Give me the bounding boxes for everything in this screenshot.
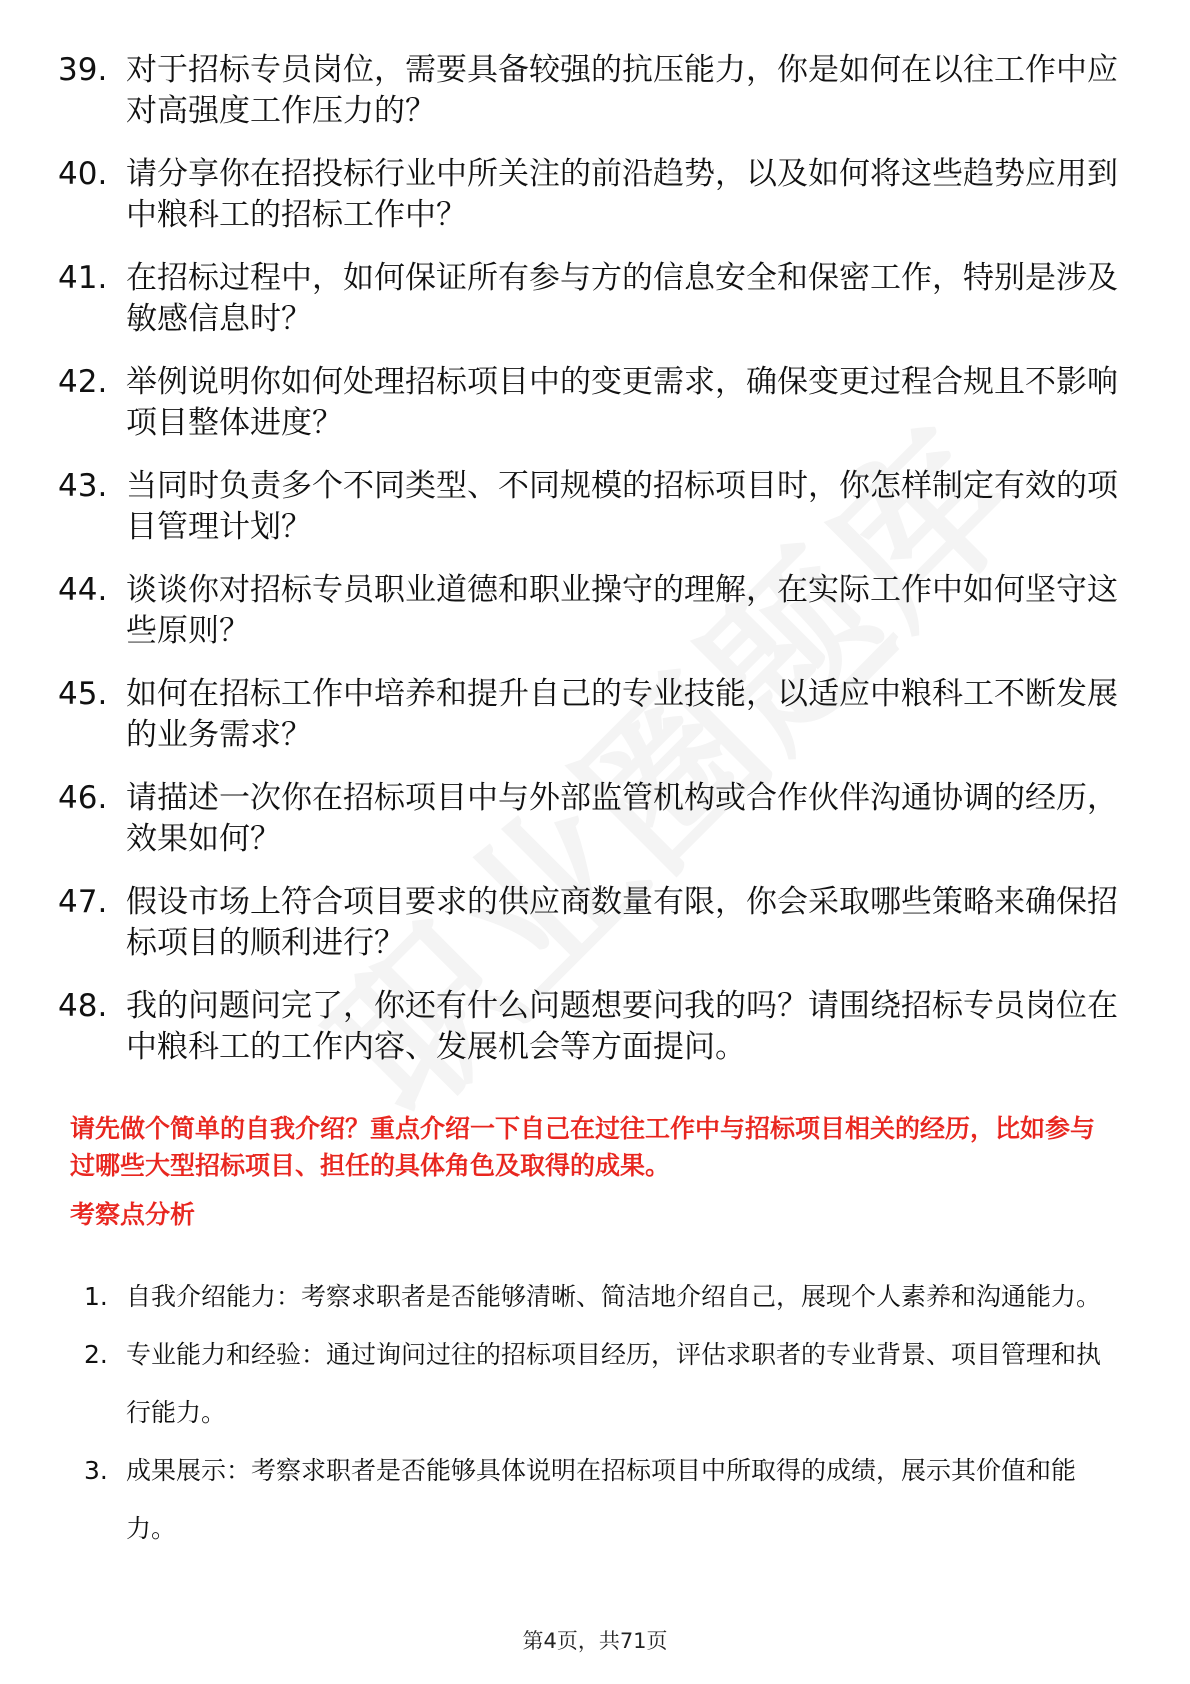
analysis-number: 2. (84, 1340, 108, 1369)
question-text: 假设市场上符合项目要求的供应商数量有限，你会采取哪些策略来确保招标项目的顺利进行？ (126, 884, 1118, 961)
question-text: 请描述一次你在招标项目中与外部监管机构或合作伙伴沟通协调的经历，效果如何？ (126, 780, 1118, 857)
analysis-number: 1. (84, 1282, 108, 1311)
question-text: 对于招标专员岗位，需要具备较强的抗压能力，你是如何在以往工作中应对高强度工作压力的？ (126, 52, 1118, 129)
question-text: 请分享你在招投标行业中所关注的前沿趋势，以及如何将这些趋势应用到中粮科工的招标工作中？ (126, 156, 1118, 233)
question-item (58, 882, 1118, 964)
question-item (58, 778, 1118, 860)
question-number: 40. (58, 156, 108, 192)
question-number: 45. (58, 676, 108, 712)
question-number: 48. (58, 988, 108, 1024)
question-text: 谈谈你对招标专员职业道德和职业操守的理解，在实际工作中如何坚守这些原则？ (126, 572, 1118, 649)
question-item (58, 362, 1118, 444)
question-text: 当同时负责多个不同类型、不同规模的招标项目时，你怎样制定有效的项目管理计划？ (126, 468, 1118, 545)
analysis-item (84, 1268, 1114, 1326)
question-text: 举例说明你如何处理招标项目中的变更需求，确保变更过程合规且不影响项目整体进度？ (126, 364, 1118, 441)
page-footer: 第4页，共71页 (522, 1629, 668, 1653)
analysis-number: 3. (84, 1456, 108, 1485)
question-item (58, 674, 1118, 756)
question-item (58, 570, 1118, 652)
question-text: 如何在招标工作中培养和提升自己的专业技能，以适应中粮科工不断发展的业务需求？ (126, 676, 1118, 753)
question-number: 39. (58, 52, 108, 88)
question-text: 我的问题问完了，你还有什么问题想要问我的吗？请围绕招标专员岗位在中粮科工的工作内容、发展机会等方面提问。 (126, 988, 1118, 1065)
question-number: 42. (58, 364, 108, 400)
analysis-list (84, 1268, 1114, 1558)
analysis-item (84, 1326, 1114, 1442)
analysis-text: 专业能力和经验：通过询问过往的招标项目经历，评估求职者的专业背景、项目管理和执行能力。 (126, 1340, 1102, 1427)
question-number: 46. (58, 780, 108, 816)
question-item (58, 50, 1118, 132)
highlight-question: 请先做个简单的自我介绍？重点介绍一下自己在过往工作中与招标项目相关的经历，比如参与过哪些大型招标项目、担任的具体角色及取得的成果。 (70, 1114, 1096, 1180)
question-item (58, 154, 1118, 236)
question-number: 41. (58, 260, 108, 296)
analysis-text: 成果展示：考察求职者是否能够具体说明在招标项目中所取得的成绩，展示其价值和能力。 (126, 1456, 1077, 1543)
question-number: 44. (58, 572, 108, 608)
question-item (58, 466, 1118, 548)
analysis-text: 自我介绍能力：考察求职者是否能够清晰、简洁地介绍自己，展现个人素养和沟通能力。 (126, 1282, 1102, 1311)
analysis-heading: 考察点分析 (70, 1200, 196, 1229)
question-item (58, 258, 1118, 340)
analysis-item (84, 1442, 1114, 1558)
question-item (58, 986, 1118, 1068)
question-list (58, 50, 1118, 1090)
question-number: 43. (58, 468, 108, 504)
question-text: 在招标过程中，如何保证所有参与方的信息安全和保密工作，特别是涉及敏感信息时？ (126, 260, 1118, 337)
question-number: 47. (58, 884, 108, 920)
